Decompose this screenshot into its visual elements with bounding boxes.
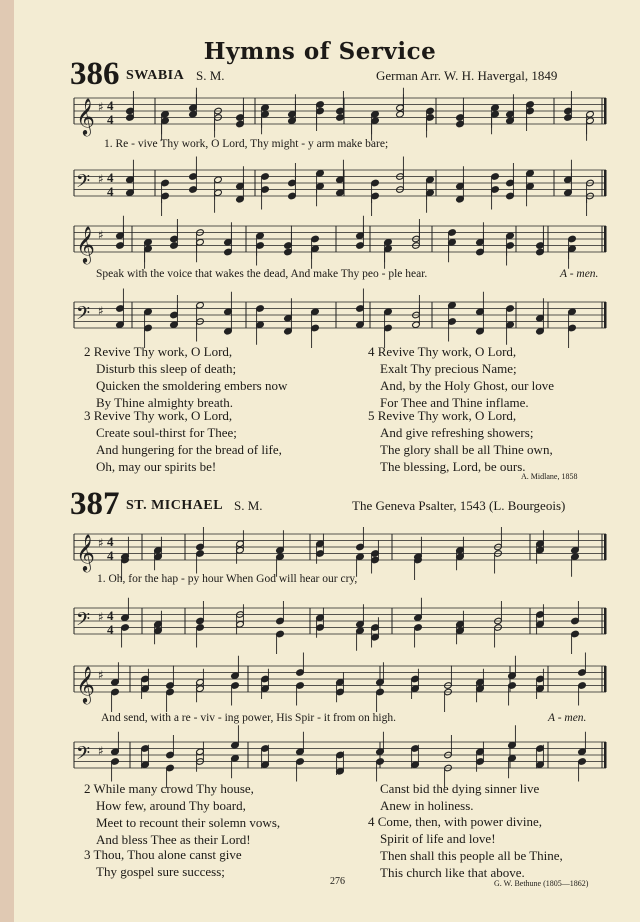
stanza-line: And give refreshing showers; [380, 425, 534, 440]
final-bar-line [604, 170, 607, 196]
stanza-line: The blessing, Lord, be ours. [380, 459, 526, 474]
stanza [82, 343, 287, 411]
treble-clef-icon: 𝄞 [76, 665, 95, 703]
stanza-line: Canst bid the dying sinner live [380, 781, 540, 796]
bass-clef-icon: 𝄢 [76, 303, 91, 329]
composer-credit: The Geneva Psalter, 1543 (L. Bourgeois) [352, 498, 566, 513]
composer-credit: German Arr. W. H. Havergal, 1849 [376, 68, 558, 83]
stanza [82, 780, 280, 848]
final-bar-line [604, 666, 607, 692]
treble-clef-icon: 𝄞 [76, 97, 95, 135]
lyric-line: Speak with the voice that wakes the dead, And make Thy peo - ple hear. [96, 268, 428, 280]
time-signature: 4 [107, 548, 114, 563]
time-signature: 4 [107, 622, 114, 637]
lyric-line: 1. Re - vive Thy work, O Lord, Thy might - y arm make bare; [104, 138, 389, 150]
stanza-line: And bless Thee as their Lord! [96, 832, 251, 847]
stanza-line: This church like that above. [380, 865, 525, 880]
stanza-line: For Thee and Thine inflame. [380, 395, 529, 410]
treble-clef-icon: 𝄞 [76, 225, 95, 263]
treble-clef-icon: 𝄞 [76, 533, 95, 571]
key-signature-sharp: ♯ [98, 744, 104, 758]
stanza-line: Exalt Thy precious Name; [380, 361, 517, 376]
stanza-line: And, by the Holy Ghost, our love [380, 378, 555, 393]
stanza-line: 2 Revive Thy work, O Lord, [84, 344, 233, 359]
final-bar-line [604, 742, 607, 768]
meter: S. M. [234, 498, 263, 513]
stanza [366, 813, 563, 881]
key-signature-sharp: ♯ [98, 172, 104, 186]
stanza [366, 780, 539, 814]
key-signature-sharp: ♯ [98, 668, 104, 682]
author-credit: A. Midlane, 1858 [521, 472, 578, 481]
time-signature: 4 [107, 112, 114, 127]
time-signature: 4 [107, 534, 114, 549]
stanza-line: Quicken the smoldering embers now [96, 378, 288, 393]
stanza-line: 4 Come, then, with power divine, [368, 814, 543, 829]
stanza-line: Then shall this people all be Thine, [380, 848, 563, 863]
stanza-line: Oh, may our spirits be! [96, 459, 217, 474]
stanza-line: Thy gospel sure success; [96, 864, 225, 879]
music-staff-system [70, 90, 610, 210]
stanza-line: By Thine almighty breath. [96, 395, 233, 410]
bass-clef-icon: 𝄢 [76, 171, 91, 197]
stanza-line: How few, around Thy board, [96, 798, 246, 813]
stanza-line: 5 Revive Thy work, O Lord, [368, 408, 517, 423]
key-signature-sharp: ♯ [98, 304, 104, 318]
stanza-line: Anew in holiness. [380, 798, 474, 813]
time-signature: 4 [107, 184, 114, 199]
final-bar-line [604, 302, 607, 328]
stanza-line: 4 Revive Thy work, O Lord, [368, 344, 517, 359]
bass-clef-icon: 𝄢 [76, 743, 91, 769]
stanza-line: Meet to recount their solemn vows, [96, 815, 281, 830]
final-bar-line [604, 608, 607, 634]
page-number: 276 [330, 876, 345, 887]
amen-text: A - men. [560, 268, 599, 280]
stanza-line: 3 Thou, Thou alone canst give [84, 847, 242, 862]
tune-name: SWABIA [126, 68, 185, 83]
stanza [366, 407, 553, 475]
key-signature-sharp: ♯ [98, 100, 104, 114]
key-signature-sharp: ♯ [98, 610, 104, 624]
stanza-line: 3 Revive Thy work, O Lord, [84, 408, 233, 423]
stanza [366, 343, 554, 411]
final-bar-line [604, 98, 607, 124]
stanza-line: Spirit of life and love! [380, 831, 496, 846]
stanza-line: And hungering for the bread of life, [96, 442, 282, 457]
time-signature: 4 [107, 98, 114, 113]
stanza-line: Create soul-thirst for Thee; [96, 425, 237, 440]
meter: S. M. [196, 68, 225, 83]
stanza [82, 846, 242, 880]
hymn-number: 387 [70, 486, 120, 522]
final-bar-line [604, 534, 607, 560]
lyric-line: 1. Oh, for the hap - py hour When God will hear our cry, [97, 573, 358, 585]
key-signature-sharp: ♯ [98, 228, 104, 242]
stanza [82, 407, 282, 475]
amen-text: A - men. [548, 712, 587, 724]
stanza-line: 2 While many crowd Thy house, [84, 781, 254, 796]
final-bar-line [604, 226, 607, 252]
hymn-number: 386 [70, 56, 120, 92]
tune-name: ST. MICHAEL [126, 498, 224, 513]
key-signature-sharp: ♯ [98, 536, 104, 550]
stanza-line: Disturb this sleep of death; [96, 361, 237, 376]
bass-clef-icon: 𝄢 [76, 609, 91, 635]
author-credit: G. W. Bethune (1805—1862) [494, 879, 589, 888]
time-signature: 4 [107, 170, 114, 185]
time-signature: 4 [107, 608, 114, 623]
page-edge [0, 0, 14, 922]
page-title: Hymns of Service [203, 38, 437, 65]
lyric-line: And send, with a re - viv - ing power, His Spir - it from on high. [101, 712, 396, 724]
stanza-line: The glory shall be all Thine own, [380, 442, 553, 457]
